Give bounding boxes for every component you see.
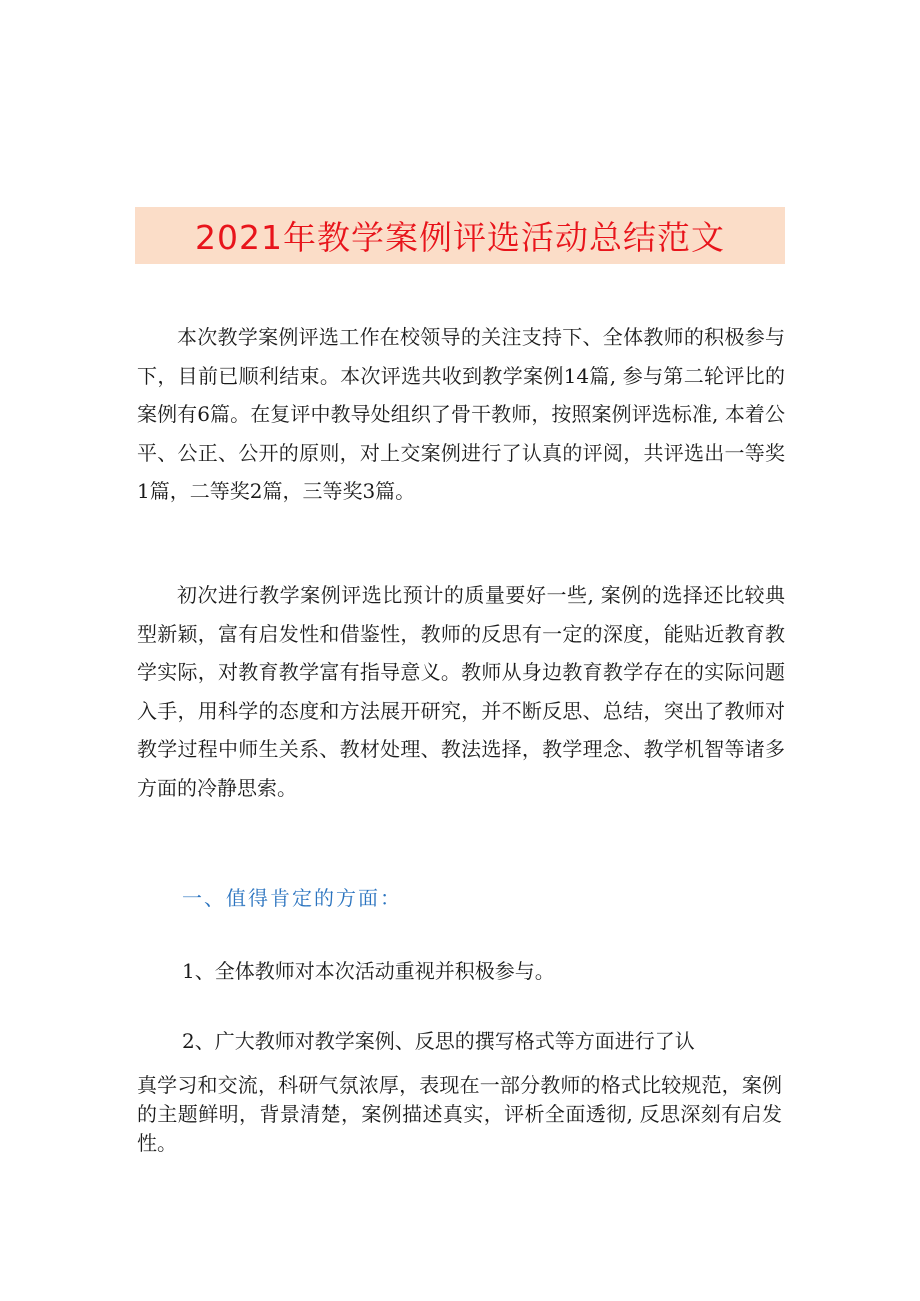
list-item-continuation: 真学习和交流，科研气氛浓厚，表现在一部分教师的格式比较规范，案例的主题鲜明，背景清楚，案例描述真实，评析全面透彻, 反思深刻有启发性。 (137, 1073, 782, 1155)
title-banner (135, 207, 785, 264)
paragraph-quality: 初次进行教学案例评选比预计的质量要好一些, 案例的选择还比较典型新颖，富有启发性和借鉴性，教师的反思有一定的深度，能贴近教育教学实际，对教育教学富有指导意义。教师从身边教育教学存在的实际问题入手，用科学的态度和方法展开研究，并不断反思、总结，突出了教师对教学过程中师生关系、教材处理、教法选择，教学理念、教学机智等诸多方面的冷静思索。 (137, 583, 785, 800)
document-title: 2021年教学案例评选活动总结范文 (195, 218, 725, 257)
paragraph-intro: 本次教学案例评选工作在校领导的关注支持下、全体教师的积极参与下，目前已顺利结束。本次评选共收到教学案例14篇, 参与第二轮评比的案例有6篇。在复评中教导处组织了骨干教师，按照案例评选标准, 本着公平、公正、公开的原则，对上交案例进行了认真的评阅，共评选出一等奖1篇，二等奖2篇，三等奖3篇。 (137, 325, 785, 504)
list-item: 1、全体教师对本次活动重视并积极参与。 (182, 959, 555, 983)
section-heading: 一、值得肯定的方面： (182, 886, 402, 910)
list-item: 2、广大教师对教学案例、反思的撰写格式等方面进行了认 (182, 1029, 695, 1053)
